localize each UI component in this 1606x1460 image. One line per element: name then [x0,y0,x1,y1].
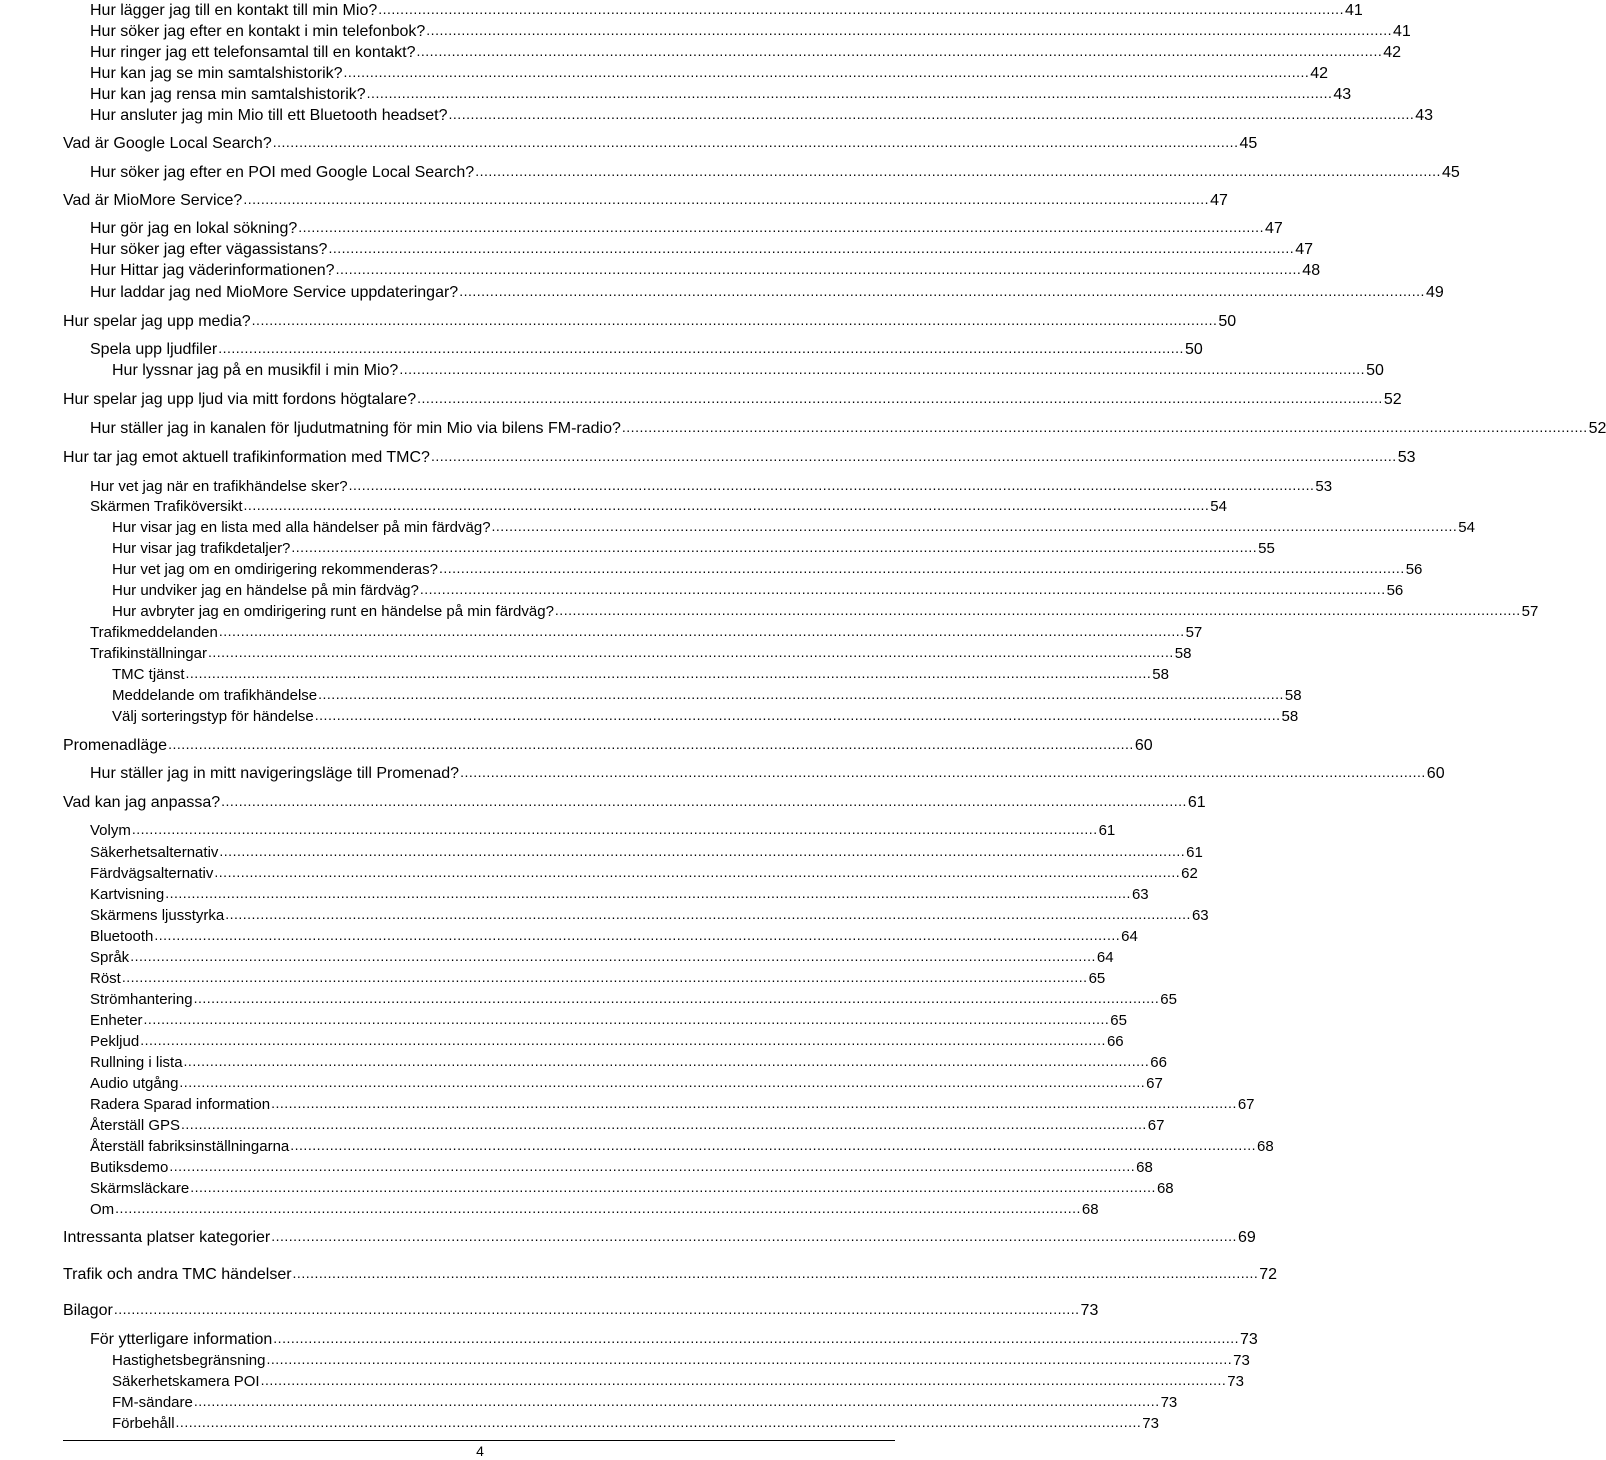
toc-entry-title: Hur spelar jag upp ljud via mitt fordons högtalare? [63,391,417,408]
toc-leader-dots: ............................................................................................................................................................................................................................ [272,134,1239,150]
toc-entry-title: Volym [90,822,131,839]
toc-entry-page: 42 [1383,44,1402,61]
toc-entry-title: Hur visar jag trafikdetaljer? [112,540,291,557]
toc-entry[interactable] [0,966,1106,988]
toc-entry[interactable] [0,1348,1250,1370]
toc-entry-title: Hur ansluter jag min Mio till ett Bluetooth headset? [90,107,448,124]
toc-entry-page: 55 [1258,540,1275,557]
toc-entry[interactable] [0,1176,1174,1198]
toc-entry[interactable] [0,1262,1278,1284]
toc-entry-page: 56 [1405,561,1423,578]
toc-leader-dots: ............................................................................................................................................................................................................................ [343,64,1310,80]
toc-leader-dots: ............................................................................................................................................................................................................................ [168,736,1134,752]
toc-entry-page: 61 [1098,822,1116,839]
toc-entry-title: Säkerhetsalternativ [90,844,219,861]
toc-entry-title: Meddelande om trafikhändelse [112,687,318,704]
toc-entry[interactable] [0,882,1149,904]
toc-entry-title: Hur lyssnar jag på en musikfil i min Mio? [112,362,399,379]
toc-leader-dots: ............................................................................................................................................................................................................................ [143,1011,1110,1027]
toc-entry-title: Pekljud [90,1033,140,1050]
toc-entry-page: 58 [1281,708,1299,725]
toc-entry-page: 45 [1441,164,1460,181]
toc-entry-title: Radera Sparad information [90,1096,271,1113]
toc-entry-page: 50 [1218,313,1237,330]
toc-entry-page: 65 [1110,1012,1127,1029]
toc-entry[interactable] [0,19,1411,41]
toc-entry-title: Bluetooth [90,928,154,945]
toc-leader-dots: ............................................................................................................................................................................................................................ [460,764,1426,780]
toc-leader-dots: ............................................................................................................................................................................................................................ [183,1053,1150,1069]
toc-entry[interactable] [0,494,1227,516]
toc-entry-page: 50 [1366,362,1384,379]
toc-entry[interactable] [0,1155,1153,1177]
toc-entry-page: 62 [1181,865,1198,882]
toc-leader-dots: ............................................................................................................................................................................................................................ [366,85,1333,101]
toc-entry-title: Vad är MioMore Service? [63,192,243,209]
toc-entry-title: Vad är Google Local Search? [63,135,272,152]
toc-entry[interactable] [0,704,1299,726]
toc-entry-title: Trafikmeddelanden [90,624,218,641]
toc-entry-title: Hur undviker jag en händelse på min färdväg? [112,582,419,599]
toc-entry-title: Hastighetsbegränsning [112,1352,266,1369]
toc-leader-dots: ............................................................................................................................................................................................................................ [554,602,1521,618]
toc-leader-dots: ............................................................................................................................................................................................................................ [438,560,1405,576]
toc-entry-title: Hur söker jag efter vägassistans? [90,241,328,258]
toc-leader-dots: ............................................................................................................................................................................................................................ [193,990,1160,1006]
toc-entry-page: 41 [1393,23,1411,40]
toc-leader-dots: ............................................................................................................................................................................................................................ [318,686,1284,702]
toc-entry-page: 54 [1458,519,1475,536]
toc-leader-dots: ............................................................................................................................................................................................................................ [130,948,1096,964]
toc-entry[interactable] [0,557,1423,579]
toc-leader-dots: ............................................................................................................................................................................................................................ [426,22,1393,38]
toc-entry[interactable] [0,131,1258,153]
toc-entry-title: Hur söker jag efter en kontakt i min telefonbok? [90,23,426,40]
toc-entry-title: TMC tjänst [112,666,185,683]
toc-entry-title: Återställ GPS [90,1117,181,1134]
toc-entry[interactable] [0,1113,1165,1135]
toc-entry[interactable] [0,0,1363,20]
toc-leader-dots: ............................................................................................................................................................................................................................ [491,518,1458,534]
toc-leader-dots: ............................................................................................................................................................................................................................ [219,843,1186,859]
toc-entry-title: Butiksdemo [90,1159,169,1176]
toc-entry-page: 64 [1096,949,1114,966]
toc-entry-page: 53 [1397,449,1416,466]
toc-entry-title: Språk [90,949,130,966]
toc-entry-title: Hur gör jag en lokal sökning? [90,220,298,237]
toc-entry[interactable] [0,1071,1163,1093]
toc-entry[interactable] [0,945,1114,967]
toc-entry-page: 63 [1131,886,1149,903]
toc-entry-title: Hur Hittar jag väderinformationen? [90,262,335,279]
toc-entry-title: Hur vet jag om en omdirigering rekommenderas? [112,561,438,578]
toc-entry[interactable] [0,1411,1159,1433]
toc-entry-title: Hur tar jag emot aktuell trafikinformation med TMC? [63,449,430,466]
toc-leader-dots: ............................................................................................................................................................................................................................ [298,219,1264,235]
toc-leader-dots: ............................................................................................................................................................................................................................ [243,497,1210,513]
toc-entry[interactable] [0,1050,1167,1072]
toc-entry[interactable] [0,1029,1124,1051]
toc-entry-title: Färdvägsalternativ [90,865,214,882]
toc-entry-title: Intressanta platser kategorier [63,1229,271,1246]
toc-entry[interactable] [0,82,1352,104]
toc-entry-page: 68 [1156,1180,1174,1197]
toc-entry[interactable] [0,280,1444,302]
toc-leader-dots: ............................................................................................................................................................................................................................ [271,1228,1237,1244]
toc-leader-dots: ............................................................................................................................................................................................................................ [419,581,1386,597]
page-number: 4 [476,1443,484,1459]
toc-entry-title: För ytterligare information [90,1331,273,1348]
toc-entry[interactable] [0,1390,1178,1412]
toc-entry-title: Hur kan jag rensa min samtalshistorik? [90,86,366,103]
toc-entry-page: 68 [1136,1159,1153,1176]
toc-leader-dots: ............................................................................................................................................................................................................................ [185,665,1152,681]
toc-entry-title: Skärmens ljusstyrka [90,907,225,924]
toc-entry-title: Hur spelar jag upp media? [63,313,251,330]
toc-leader-dots: ............................................................................................................................................................................................................................ [290,1137,1256,1153]
toc-entry-page: 68 [1081,1201,1099,1218]
toc-entry-page: 57 [1185,624,1203,641]
toc-entry[interactable] [0,445,1416,467]
toc-entry[interactable] [0,761,1445,783]
footer-divider [63,1440,895,1441]
toc-entry-page: 69 [1237,1229,1256,1246]
toc-entry-title: Rullning i lista [90,1054,183,1071]
toc-entry[interactable] [0,578,1404,600]
toc-entry[interactable] [0,1134,1274,1156]
toc-entry[interactable] [0,840,1203,862]
toc-leader-dots: ............................................................................................................................................................................................................................ [221,793,1187,809]
toc-entry-page: 67 [1146,1075,1163,1092]
toc-entry-title: Hur lägger jag till en kontakt till min Mio? [90,2,378,19]
toc-entry-page: 58 [1284,687,1302,704]
toc-entry[interactable] [0,40,1402,62]
toc-leader-dots: ............................................................................................................................................................................................................................ [243,191,1210,207]
toc-entry-title: Spela upp ljudfiler [90,341,218,358]
toc-leader-dots: ............................................................................................................................................................................................................................ [399,361,1366,377]
toc-entry-page: 67 [1237,1096,1255,1113]
toc-entry-page: 47 [1210,192,1228,209]
toc-entry-title: Trafikinställningar [90,645,207,662]
toc-entry[interactable] [0,662,1169,684]
toc-entry-title: FM-sändare [112,1394,193,1411]
toc-entry[interactable] [0,309,1237,331]
toc-leader-dots: ............................................................................................................................................................................................................................ [214,864,1181,880]
toc-entry-title: Hur söker jag efter en POI med Google Local Search? [90,164,475,181]
toc-entry-title: Skärmen Trafiköversikt [90,498,243,515]
toc-entry[interactable] [0,641,1192,663]
toc-leader-dots: ............................................................................................................................................................................................................................ [175,1414,1142,1430]
toc-entry[interactable] [0,620,1203,642]
toc-entry-page: 56 [1386,582,1404,599]
toc-leader-dots: ............................................................................................................................................................................................................................ [314,707,1281,723]
toc-entry-title: Skärmsläckare [90,1180,190,1197]
toc-leader-dots: ............................................................................................................................................................................................................................ [475,163,1441,179]
toc-entry[interactable] [0,387,1402,409]
toc-entry[interactable] [0,188,1228,210]
toc-entry-title: Strömhantering [90,991,193,1008]
toc-entry-title: Trafik och andra TMC händelser [63,1266,292,1283]
toc-entry-page: 73 [1227,1373,1244,1390]
toc-leader-dots: ............................................................................................................................................................................................................................ [417,390,1383,406]
toc-entry-page: 63 [1191,907,1209,924]
toc-entry[interactable] [0,599,1539,621]
toc-entry[interactable] [0,683,1302,705]
toc-entry[interactable] [0,1092,1255,1114]
toc-leader-dots: ............................................................................................................................................................................................................................ [165,885,1131,901]
toc-entry[interactable] [0,903,1209,925]
toc-entry[interactable] [0,1369,1244,1391]
toc-entry-title: Hur laddar jag ned MioMore Service uppdateringar? [90,284,459,301]
toc-leader-dots: ............................................................................................................................................................................................................................ [266,1351,1233,1367]
toc-entry[interactable] [0,536,1275,558]
toc-entry[interactable] [0,258,1321,280]
toc-leader-dots: ............................................................................................................................................................................................................................ [378,1,1344,17]
toc-entry-page: 61 [1187,794,1206,811]
toc-entry-title: Hur ringer jag ett telefonsamtal till en kontakt? [90,44,416,61]
toc-entry-title: Bilagor [63,1302,113,1319]
toc-entry[interactable] [0,1225,1256,1247]
toc-entry-page: 43 [1415,107,1434,124]
toc-entry-page: 72 [1259,1266,1278,1283]
toc-entry[interactable] [0,515,1475,537]
toc-leader-dots: ............................................................................................................................................................................................................................ [131,821,1098,837]
toc-leader-dots: ............................................................................................................................................................................................................................ [190,1179,1156,1195]
toc-entry-page: 52 [1383,391,1402,408]
toc-entry-page: 64 [1121,928,1138,945]
toc-leader-dots: ............................................................................................................................................................................................................................ [181,1116,1147,1132]
toc-leader-dots: ............................................................................................................................................................................................................................ [348,477,1315,493]
toc-entry-title: Hur kan jag se min samtalshistorik? [90,65,343,82]
toc-entry-title: Om [90,1201,115,1218]
toc-entry[interactable] [0,1197,1099,1219]
toc-entry-title: Återställ fabriksinställningarna [90,1138,290,1155]
toc-entry-title: Förbehåll [112,1415,175,1432]
toc-entry-page: 66 [1150,1054,1167,1071]
toc-entry[interactable] [0,861,1198,883]
toc-entry-page: 41 [1344,2,1363,19]
toc-entry[interactable] [0,924,1138,946]
toc-entry[interactable] [0,61,1329,83]
toc-entry-page: 50 [1184,341,1203,358]
toc-leader-dots: ............................................................................................................................................................................................................................ [291,539,1258,555]
toc-entry-page: 65 [1088,970,1106,987]
toc-entry-page: 60 [1426,765,1445,782]
toc-entry[interactable] [0,1298,1099,1320]
toc-entry[interactable] [0,216,1283,238]
toc-entry-page: 73 [1240,1331,1258,1348]
toc-entry-page: 73 [1080,1302,1099,1319]
toc-entry-page: 58 [1174,645,1192,662]
toc-entry[interactable] [0,237,1313,259]
toc-entry-title: Kartvisning [90,886,165,903]
toc-leader-dots: ............................................................................................................................................................................................................................ [273,1330,1240,1346]
toc-entry[interactable] [0,160,1460,182]
toc-leader-dots: ............................................................................................................................................................................................................................ [179,1074,1146,1090]
toc-leader-dots: ............................................................................................................................................................................................................................ [218,623,1185,639]
toc-leader-dots: ............................................................................................................................................................................................................................ [448,106,1415,122]
toc-leader-dots: ............................................................................................................................................................................................................................ [459,283,1425,299]
toc-leader-dots: ............................................................................................................................................................................................................................ [416,43,1383,59]
toc-entry-page: 67 [1147,1117,1165,1134]
toc-leader-dots: ............................................................................................................................................................................................................................ [113,1301,1080,1317]
toc-entry-page: 73 [1142,1415,1159,1432]
toc-leader-dots: ............................................................................................................................................................................................................................ [140,1032,1106,1048]
toc-entry-page: 68 [1257,1138,1274,1155]
toc-leader-dots: ............................................................................................................................................................................................................................ [169,1158,1136,1174]
toc-entry-title: Hur avbryter jag en omdirigering runt en händelse på min färdväg? [112,603,554,620]
toc-entry-page: 73 [1233,1352,1250,1369]
toc-leader-dots: ............................................................................................................................................................................................................................ [328,240,1295,256]
toc-entry-page: 66 [1106,1033,1124,1050]
toc-entry-page: 45 [1239,135,1258,152]
toc-entry[interactable] [0,1008,1127,1030]
toc-entry-page: 47 [1295,241,1313,258]
toc-leader-dots: ............................................................................................................................................................................................................................ [251,312,1218,328]
toc-entry-page: 65 [1160,991,1177,1008]
toc-entry-page: 54 [1210,498,1227,515]
toc-entry-title: Enheter [90,1012,143,1029]
toc-entry-page: 73 [1160,1394,1178,1411]
toc-entry-title: Välj sorteringstyp för händelse [112,708,314,725]
toc-entry[interactable] [0,790,1206,812]
toc-entry[interactable] [0,818,1116,840]
toc-entry-page: 42 [1310,65,1329,82]
toc-entry-page: 53 [1315,478,1333,495]
toc-entry-page: 61 [1186,844,1203,861]
toc-entry[interactable] [0,987,1177,1009]
toc-leader-dots: ............................................................................................................................................................................................................................ [121,969,1088,985]
toc-leader-dots: ............................................................................................................................................................................................................................ [621,419,1588,435]
toc-entry-title: Röst [90,970,121,987]
toc-entry-page: 43 [1333,86,1352,103]
toc-entry-title: Vad kan jag anpassa? [63,794,221,811]
toc-entry-title: Promenadläge [63,737,168,754]
toc-entry[interactable] [0,337,1203,359]
toc-entry-title: Hur ställer jag in mitt navigeringsläge till Promenad? [90,765,460,782]
toc-entry-title: Audio utgång [90,1075,179,1092]
toc-entry-page: 47 [1264,220,1283,237]
toc-entry-page: 52 [1588,420,1606,437]
toc-entry[interactable] [0,416,1606,438]
toc-leader-dots: ............................................................................................................................................................................................................................ [193,1393,1160,1409]
toc-entry-page: 49 [1425,284,1444,301]
toc-entry[interactable] [0,1327,1258,1349]
toc-entry-title: Hur vet jag när en trafikhändelse sker? [90,478,348,495]
toc-leader-dots: ............................................................................................................................................................................................................................ [430,448,1397,464]
toc-entry-page: 57 [1521,603,1539,620]
toc-entry[interactable] [0,358,1384,380]
toc-leader-dots: ............................................................................................................................................................................................................................ [208,644,1174,660]
toc-leader-dots: ............................................................................................................................................................................................................................ [225,906,1191,922]
toc-entry[interactable] [0,103,1434,125]
toc-entry-page: 58 [1152,666,1169,683]
toc-leader-dots: ............................................................................................................................................................................................................................ [335,261,1302,277]
toc-entry[interactable] [0,474,1333,496]
toc-leader-dots: ............................................................................................................................................................................................................................ [218,340,1184,356]
toc-leader-dots: ............................................................................................................................................................................................................................ [260,1372,1227,1388]
toc-leader-dots: ............................................................................................................................................................................................................................ [115,1200,1081,1216]
toc-entry-page: 60 [1134,737,1153,754]
toc-entry-title: Hur visar jag en lista med alla händelser på min färdväg? [112,519,491,536]
toc-entry-page: 48 [1302,262,1321,279]
toc-leader-dots: ............................................................................................................................................................................................................................ [292,1265,1259,1281]
toc-entry[interactable] [0,733,1153,755]
toc-leader-dots: ............................................................................................................................................................................................................................ [271,1095,1237,1111]
toc-entry-title: Hur ställer jag in kanalen för ljudutmatning för min Mio via bilens FM-radio? [90,420,621,437]
toc-entry-title: Säkerhetskamera POI [112,1373,260,1390]
toc-leader-dots: ............................................................................................................................................................................................................................ [154,927,1121,943]
